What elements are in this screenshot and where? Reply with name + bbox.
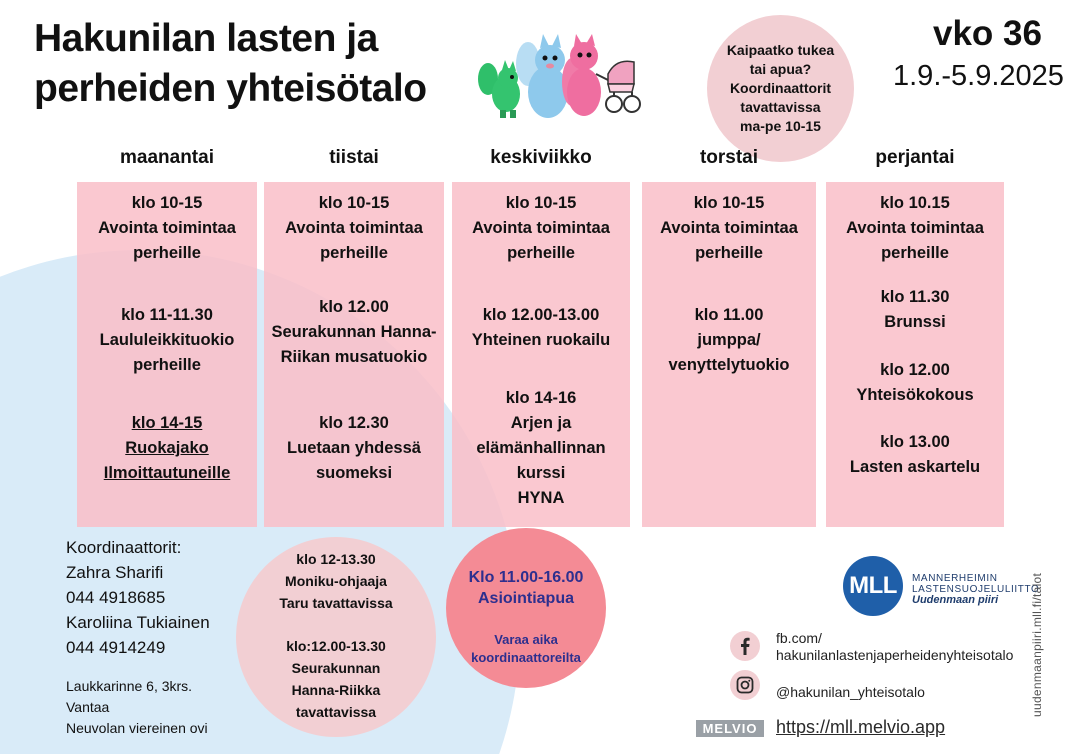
event-line: perheille [881, 244, 949, 262]
day-header-monday: maanantai [120, 147, 214, 168]
day-column-thursday [642, 182, 816, 527]
event-time: klo 11-11.30 [121, 306, 213, 324]
extra-line: klo:12.00-13.30 [286, 638, 386, 654]
extra-line: klo 12-13.30 [296, 551, 376, 567]
support-circle [707, 15, 854, 162]
event-item [826, 358, 1004, 408]
event-line: Avointa toimintaa [472, 219, 610, 237]
event-time: klo 13.00 [880, 433, 950, 451]
event-line: elämänhallinnan [476, 439, 606, 457]
event-line: Avointa toimintaa [285, 219, 423, 237]
coordinators-block [66, 535, 210, 660]
extra-line: Seurakunnan [291, 660, 381, 676]
wednesday-extra-note-1: Varaa aika [494, 632, 558, 647]
event-time: klo 11.30 [880, 288, 950, 306]
event-item [642, 303, 816, 378]
event-item [77, 411, 257, 486]
tuesday-extra-circle [236, 537, 436, 737]
extra-line: Taru tavattavissa [279, 595, 393, 611]
event-item [826, 285, 1004, 335]
side-url [1030, 552, 1046, 717]
coordinator-name: Karoliina Tukiainen [66, 613, 210, 632]
instagram-icon[interactable] [730, 670, 760, 700]
event-item [264, 295, 444, 370]
event-time: klo 12.00 [319, 298, 389, 316]
instagram-link[interactable]: @hakunilan_yhteisotalo [776, 684, 925, 700]
melvio-link[interactable]: https://mll.melvio.app [776, 717, 946, 737]
event-item [826, 191, 1004, 266]
side-url-text: uudenmaanpiiri.mll.fi/talot [1030, 572, 1044, 717]
day-header-wednesday: keskiviikko [490, 147, 592, 168]
event-line: Lasten askartelu [849, 458, 981, 476]
event-line: Ilmoittautuneille [103, 464, 231, 482]
event-line: Brunssi [884, 313, 946, 331]
event-time: klo 10-15 [505, 194, 577, 212]
day-column-tuesday [264, 182, 444, 527]
address-block [66, 676, 208, 739]
melvio-logo: MELVIO [696, 720, 764, 737]
wednesday-extra-time: Klo 11.00-16.00 [468, 569, 584, 586]
event-time: klo 10.15 [880, 194, 950, 212]
event-line: jumppa/ [697, 331, 761, 349]
event-time: klo 12.00 [880, 361, 950, 379]
event-line: kurssi [516, 464, 566, 482]
extra-line: Moniku-ohjaaja [285, 573, 387, 589]
event-line: perheille [507, 244, 575, 262]
event-line: venyttelytuokio [668, 356, 790, 374]
tuesday-extra-block-2 [236, 635, 436, 723]
event-item [77, 303, 257, 378]
mll-name-line-1: MANNERHEIMIN [912, 573, 998, 584]
day-header-tuesday: tiistai [329, 147, 379, 168]
event-line: suomeksi [315, 464, 393, 482]
day-column-friday [826, 182, 1004, 527]
event-line: perheille [133, 356, 201, 374]
wednesday-extra-title: Asiointiapua [477, 590, 574, 607]
event-line: Riikan musatuokio [280, 348, 428, 366]
event-time: klo 14-15 [131, 414, 203, 432]
mll-logo: MLL [843, 556, 903, 616]
coordinator-phone: 044 4914249 [66, 638, 166, 657]
page-title [34, 14, 427, 114]
coordinators-heading: Koordinaattorit: [66, 538, 182, 557]
address-city: Vantaa [66, 699, 110, 715]
facebook-link[interactable] [776, 630, 1013, 664]
title-line-1: Hakunilan lasten ja [34, 17, 378, 60]
event-time: klo 14-16 [505, 389, 577, 407]
event-item [452, 386, 630, 511]
event-line: Avointa toimintaa [98, 219, 236, 237]
event-time: klo 10-15 [693, 194, 765, 212]
event-line: HYNA [517, 489, 565, 507]
event-time: klo 10-15 [131, 194, 203, 212]
event-item [264, 411, 444, 486]
event-line: Seurakunnan Hanna- [271, 323, 437, 341]
event-line: Ruokajako [125, 439, 209, 457]
coordinator-name: Zahra Sharifi [66, 563, 164, 582]
event-time: klo 12.30 [319, 414, 389, 432]
event-time: klo 11.00 [694, 306, 764, 324]
facebook-line-1: fb.com/ [776, 630, 822, 646]
day-column-monday [77, 182, 257, 527]
facebook-line-2: hakunilanlastenjaperheidenyhteisotalo [776, 647, 1014, 663]
week-dates: 1.9.-5.9.2025 [893, 60, 1064, 92]
event-line: perheille [320, 244, 388, 262]
mll-name [912, 573, 1039, 606]
event-line: Yhteisökokous [856, 386, 974, 404]
event-item [264, 191, 444, 266]
event-line: Avointa toimintaa [846, 219, 984, 237]
event-line: Laululeikkituokio [99, 331, 235, 349]
event-line: Avointa toimintaa [660, 219, 798, 237]
event-line: Arjen ja [510, 414, 572, 432]
day-header-thursday: torstai [699, 147, 759, 168]
support-text: Kaipaatko tukea tai apua? Koordinaattorit tavattavissa ma-pe 10-15 [726, 42, 835, 134]
mll-region: Uudenmaan piiri [912, 594, 999, 606]
event-item [452, 303, 630, 353]
event-item [452, 191, 630, 266]
event-line: perheille [695, 244, 763, 262]
event-item [642, 191, 816, 266]
day-column-wednesday [452, 182, 630, 527]
wednesday-extra-note-2: koordinaattoreilta [471, 650, 581, 665]
coordinator-phone: 044 4918685 [66, 588, 166, 607]
facebook-icon[interactable] [730, 631, 760, 661]
event-line: Yhteinen ruokailu [471, 331, 611, 349]
event-item [77, 191, 257, 266]
title-line-2: perheiden yhteisötalo [34, 67, 427, 110]
wednesday-extra-circle [446, 528, 606, 688]
event-item [826, 430, 1004, 480]
extra-line: Hanna-Riikka [291, 682, 381, 698]
extra-line: tavattavissa [295, 704, 377, 720]
week-number: vko 36 [933, 14, 1042, 53]
address-note: Neuvolan viereinen ovi [66, 720, 208, 736]
event-time: klo 12.00-13.00 [482, 306, 600, 324]
address-street: Laukkarinne 6, 3krs. [66, 678, 193, 694]
day-header-friday: perjantai [875, 147, 955, 168]
event-time: klo 10-15 [318, 194, 390, 212]
mll-name-line-2: LASTENSUOJELULIITTO [912, 584, 1040, 595]
tuesday-extra-block-1 [236, 548, 436, 614]
event-line: Luetaan yhdessä [287, 439, 421, 457]
event-line: perheille [133, 244, 201, 262]
mascot-illustration [476, 34, 651, 119]
